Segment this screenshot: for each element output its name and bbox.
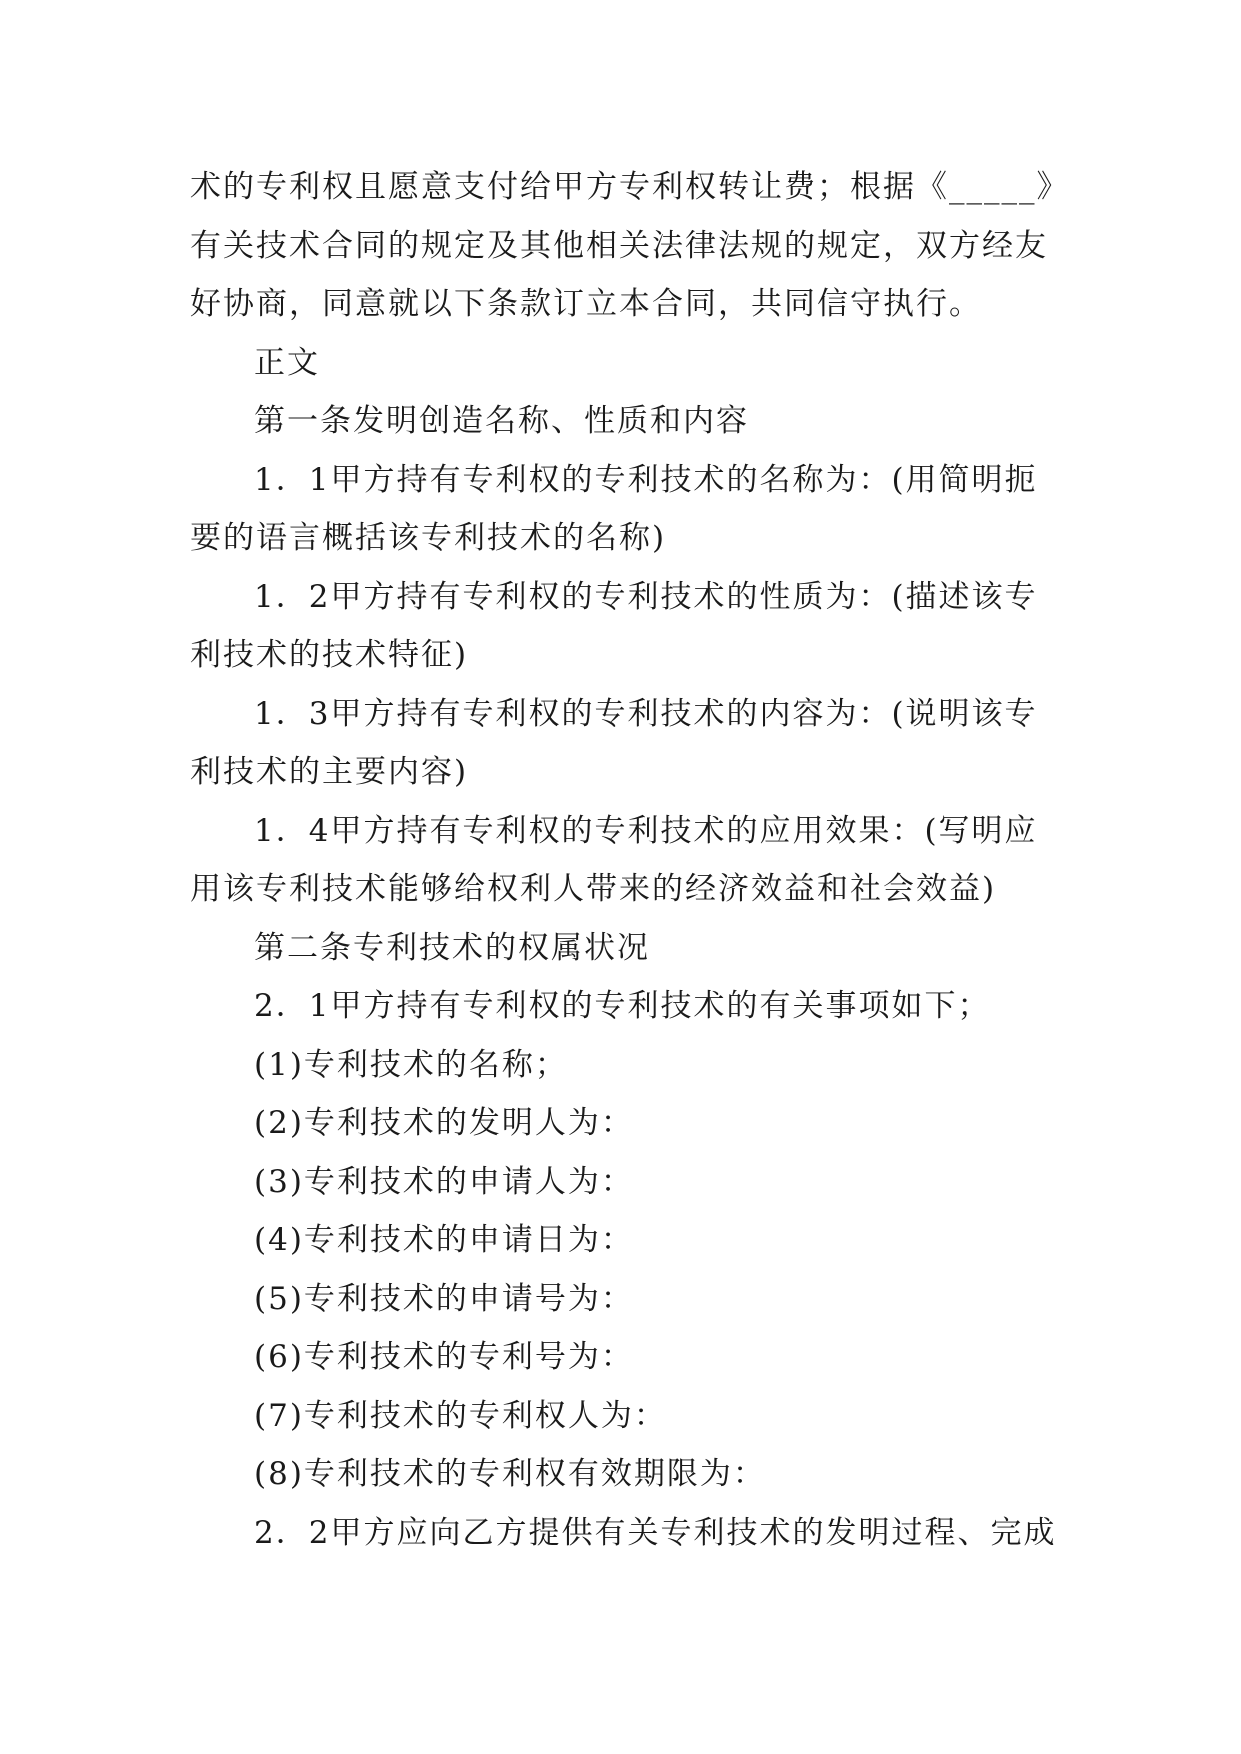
document-text-line: (1)专利技术的名称；	[254, 1046, 568, 1083]
document-text-line: (2)专利技术的发明人为：	[254, 1105, 634, 1141]
document-text-line: (6)专利技术的专利号为：	[254, 1339, 634, 1375]
document-text-line: (8)专利技术的专利权有效期限为：	[254, 1456, 766, 1492]
document-text-line: (4)专利技术的申请日为：	[254, 1222, 634, 1258]
document-text-line: 1．4甲方持有专利权的专利技术的应用效果：(写明应	[254, 812, 1038, 849]
document-text-line: 第二条专利技术的权属状况	[254, 929, 650, 966]
document-text-line: 要的语言概括该专利技术的名称)	[190, 520, 667, 556]
document-text-line: 正文	[254, 344, 320, 381]
document-text-line: 利技术的主要内容)	[190, 754, 469, 790]
document-text-line: 第一条发明创造名称、性质和内容	[254, 403, 749, 439]
document-text-line: 利技术的技术特征)	[190, 637, 469, 673]
document-text-line: 有关技术合同的规定及其他相关法律法规的规定，双方经友	[190, 227, 1048, 264]
document-text-line: 术的专利权且愿意支付给甲方专利权转让费；根据《_____》	[190, 169, 1070, 205]
document-text-line: 1．3甲方持有专利权的专利技术的内容为：(说明该专	[254, 695, 1038, 732]
document-text-line: 2．2甲方应向乙方提供有关专利技术的发明过程、完成	[254, 1514, 1057, 1551]
document-text-line: 好协商，同意就以下条款订立本合同，共同信守执行。	[190, 286, 982, 322]
document-text-line: (5)专利技术的申请号为：	[254, 1280, 634, 1317]
document-text-line: 1．2甲方持有专利权的专利技术的性质为：(描述该专	[254, 578, 1038, 615]
document-text-line: 2．1甲方持有专利权的专利技术的有关事项如下；	[254, 988, 991, 1024]
document-text-line: (3)专利技术的申请人为：	[254, 1163, 634, 1200]
document-text-line: (7)专利技术的专利权人为：	[254, 1397, 667, 1434]
document-text-line: 1．1甲方持有专利权的专利技术的名称为：(用简明扼	[254, 461, 1038, 498]
document-text-line: 用该专利技术能够给权利人带来的经济效益和社会效益)	[190, 871, 997, 907]
document-body	[190, 158, 1070, 1562]
